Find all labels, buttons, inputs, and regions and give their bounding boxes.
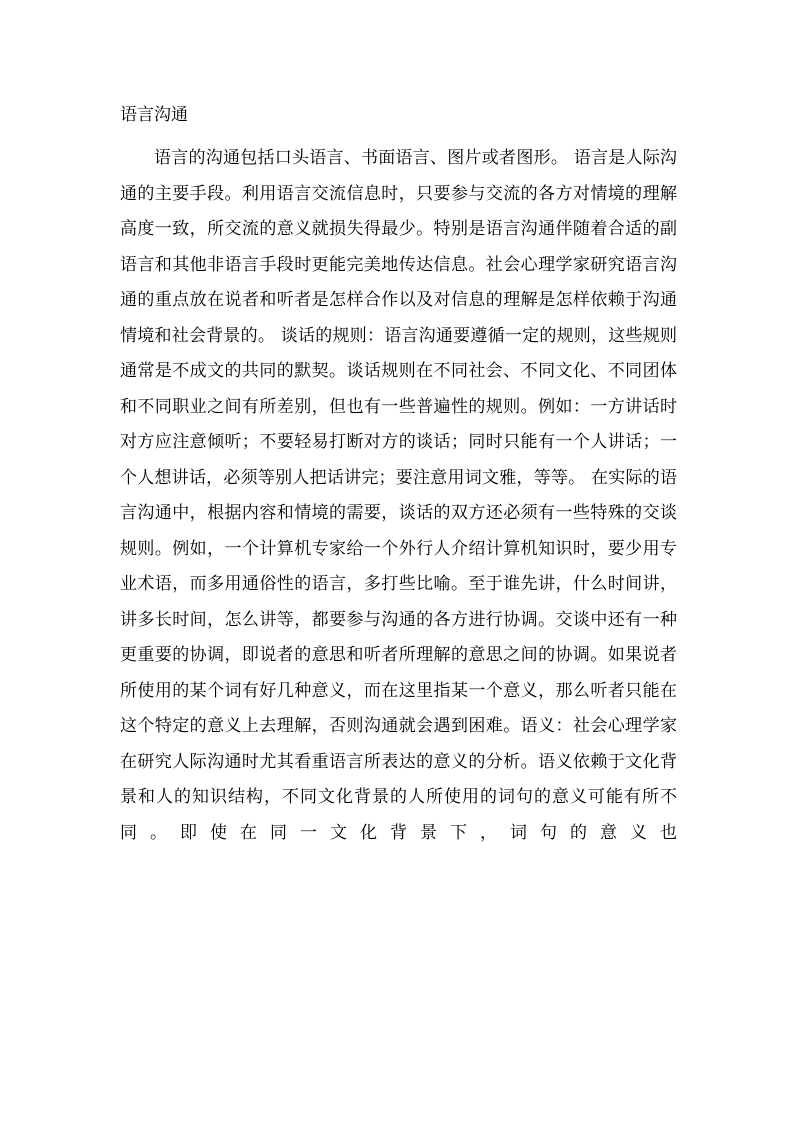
document-title: 语言沟通	[120, 105, 188, 125]
document-body-paragraph: 语言的沟通包括口头语言、书面语言、图片或者图形。 语言是人际沟通的主要手段。利用语言交流信息时，只要参与交流的各方对情境的理解高度一致，所交流的意义就损失得最少。特别是语言沟通伴随着合适的副语言和其他非语言手段时更能完美地传达信息。社会心理学家研究语言沟通的重点放在说者和听者是怎样合作以及对信息的理解是怎样依赖于沟通情境和社会背景的。 谈话的规则：语言沟通要遵循一定的规则，这些规则通常是不成文的共同的默契。谈话规则在不同社会、不同文化、不同团体和不同职业之间有所差别，但也有一些普遍性的规则。例如：一方讲话时对方应注意倾听；不要轻易打断对方的谈话；同时只能有一个人讲话；一个人想讲话，必须等别人把话讲完；要注意用词文雅，等等。 在实际的语言沟通中，根据内容和情境的需要，谈话的双方还必须有一些特殊的交谈规则。例如，一个计算机专家给一个外行人介绍计算机知识时，要少用专业术语，而多用通俗性的语言，多打些比喻。至于谁先讲，什么时间讲，讲多长时间，怎么讲等，都要参与沟通的各方进行协调。交谈中还有一种更重要的协调，即说者的意思和听者所理解的意思之间的协调。如果说者所使用的某个词有好几种意义，而在这里指某一个意义，那么听者只能在这个特定的意义上去理解，否则沟通就会遇到困难。语义：社会心理学家在研究人际沟通时尤其看重语言所表达的意义的分析。语义依赖于文化背景和人的知识结构，不同文化背景的人所使用的词句的意义可能有所不同。即使在同一文化背景下，词句的意义也	[120, 148, 677, 843]
